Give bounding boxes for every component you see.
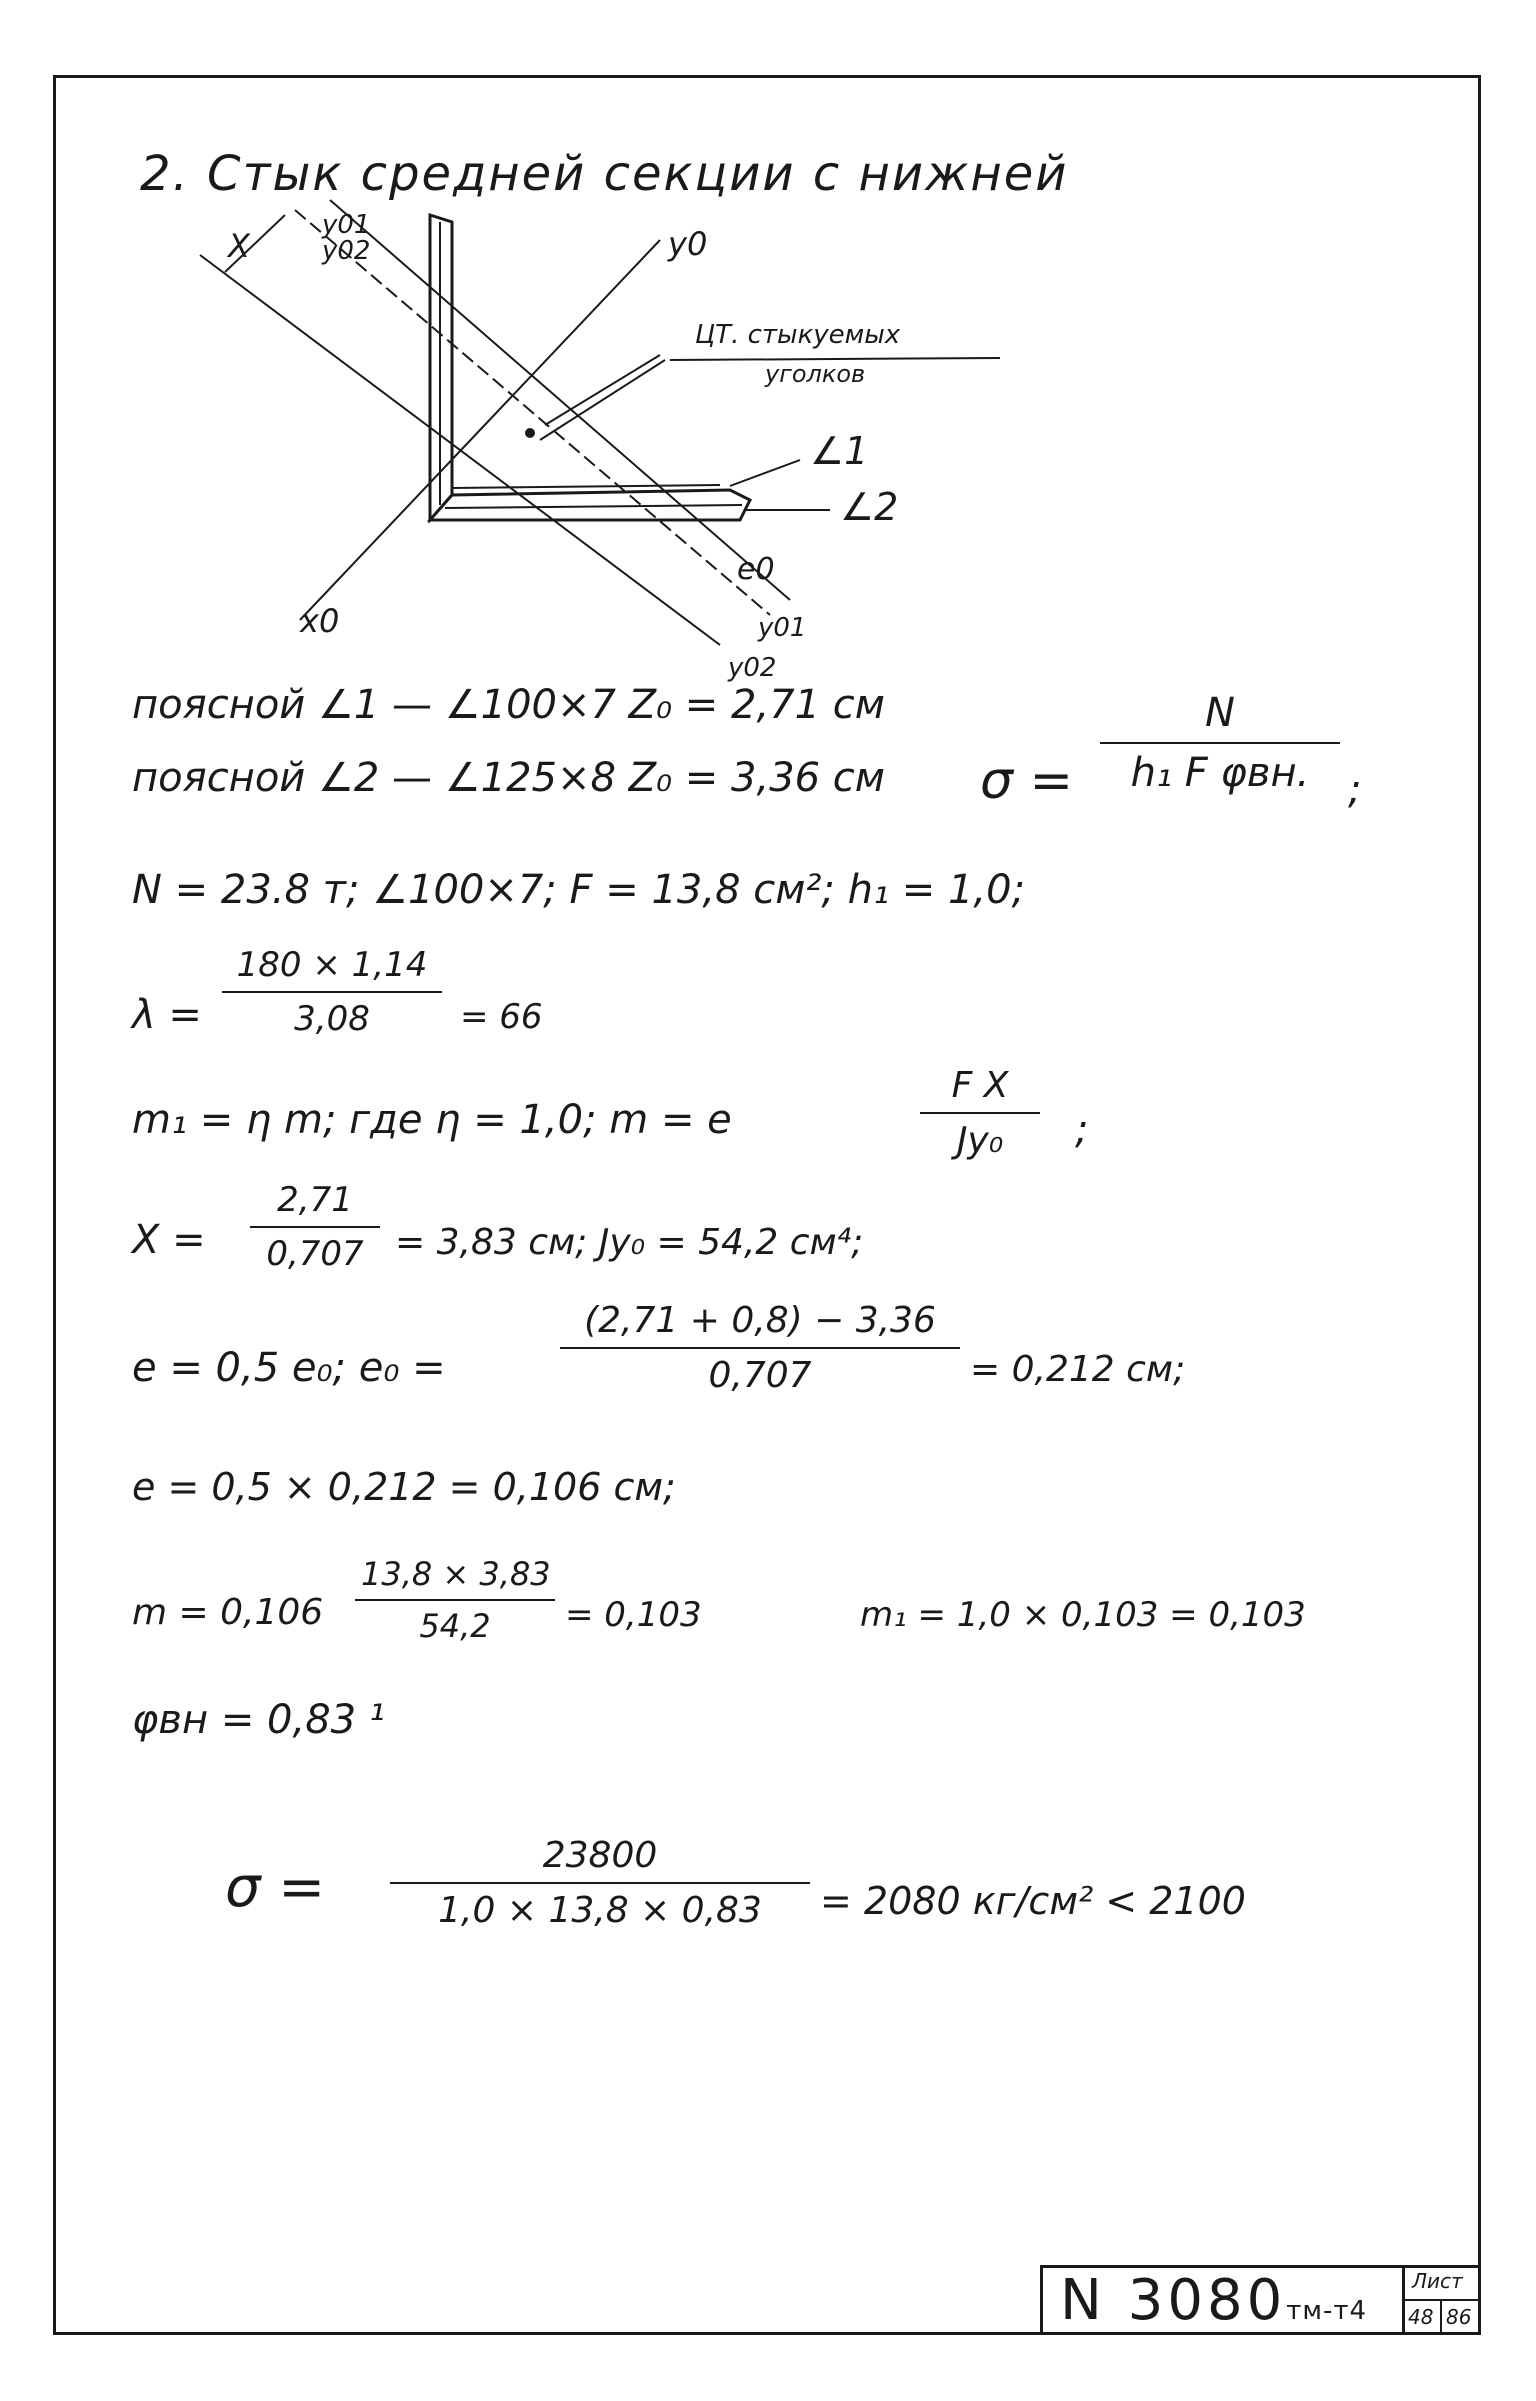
- sheet-total: 86: [1446, 2305, 1472, 2329]
- label-x: X: [228, 227, 250, 265]
- m1-numerator: F X: [920, 1065, 1040, 1114]
- label-e0: e0: [737, 552, 775, 587]
- x-rhs: = 3,83 см; Jy₀ = 54,2 см⁴;: [395, 1222, 864, 1263]
- e-fraction: [560, 1300, 960, 1396]
- sheet-number: 48: [1408, 2305, 1434, 2329]
- sigma-formula-end: ;: [1348, 767, 1362, 813]
- m1-line: m₁ = η m; где η = 1,0; m = e: [132, 1097, 732, 1143]
- final-denominator: 1,0 × 13,8 × 0,83: [438, 1890, 762, 1931]
- e-calc: e = 0,5 × 0,212 = 0,106 см;: [132, 1465, 676, 1509]
- m-rhs: = 0,103: [565, 1595, 702, 1635]
- e-rhs: = 0,212 см;: [970, 1349, 1186, 1390]
- m1-fraction: [920, 1065, 1040, 1161]
- x-numerator: 2,71: [250, 1180, 380, 1228]
- final-lhs: σ =: [225, 1855, 326, 1920]
- lambda-denominator: 3,08: [294, 999, 370, 1039]
- page-title: 2. Стык средней секции с нижней: [140, 146, 1069, 202]
- sigma-denominator: h₁ F φвн.: [1130, 750, 1310, 796]
- phi-line: φвн = 0,83 ¹: [132, 1697, 385, 1743]
- label-y0: y0: [668, 225, 708, 263]
- line-poyas-2: поясной ∠2 — ∠125×8 Z₀ = 3,36 см: [132, 755, 885, 801]
- e-numerator: (2,71 + 0,8) − 3,36: [560, 1300, 960, 1349]
- sigma-formula-fraction: [1100, 690, 1340, 796]
- sigma-formula-lhs: σ =: [980, 751, 1074, 811]
- m-lhs: m = 0,106: [132, 1592, 324, 1633]
- label-angle-1: ∠1: [810, 429, 869, 473]
- x-denominator: 0,707: [266, 1234, 364, 1274]
- m1-end: ;: [1075, 1107, 1089, 1153]
- label-ct-line1: ЦТ. стыкуемых: [695, 320, 901, 350]
- line-n: N = 23.8 т; ∠100×7; F = 13,8 см²; h₁ = 1,0;: [132, 867, 1026, 913]
- label-x0: x0: [300, 602, 340, 640]
- e-denominator: 0,707: [708, 1355, 812, 1396]
- final-fraction: [390, 1835, 810, 1931]
- lambda-fraction: [222, 945, 442, 1039]
- final-rhs: = 2080 кг/см² < 2100: [820, 1879, 1246, 1923]
- document-number: N 3080тм-т4: [1060, 2268, 1368, 2333]
- x-fraction: [250, 1180, 380, 1274]
- label-y01-bottom: y01: [758, 613, 807, 643]
- lambda-lhs: λ =: [132, 992, 202, 1038]
- lambda-rhs: = 66: [460, 997, 543, 1037]
- label-angle-2: ∠2: [840, 485, 899, 529]
- sheet-label: Лист: [1412, 2269, 1463, 2293]
- m1-calc: m₁ = 1,0 × 0,103 = 0,103: [860, 1595, 1306, 1635]
- title-block-stamp: [1040, 2265, 1481, 2335]
- final-numerator: 23800: [390, 1835, 810, 1884]
- m1-denominator: Jy₀: [956, 1120, 1004, 1161]
- m-denominator: 54,2: [419, 1607, 491, 1645]
- e-lhs: e = 0,5 e₀; e₀ =: [132, 1345, 446, 1391]
- m-fraction: [355, 1555, 555, 1645]
- label-y01: y01: [322, 210, 371, 240]
- m-numerator: 13,8 × 3,83: [355, 1555, 555, 1601]
- sigma-numerator: N: [1100, 690, 1340, 744]
- document-suffix: тм-т4: [1286, 2296, 1368, 2326]
- label-ct-line2: уголков: [765, 360, 866, 388]
- label-y02-bottom: y02: [728, 653, 777, 683]
- line-poyas-1: поясной ∠1 — ∠100×7 Z₀ = 2,71 см: [132, 682, 885, 728]
- lambda-numerator: 180 × 1,14: [222, 945, 442, 993]
- x-lhs: X =: [132, 1217, 206, 1263]
- label-y02: y02: [322, 236, 371, 266]
